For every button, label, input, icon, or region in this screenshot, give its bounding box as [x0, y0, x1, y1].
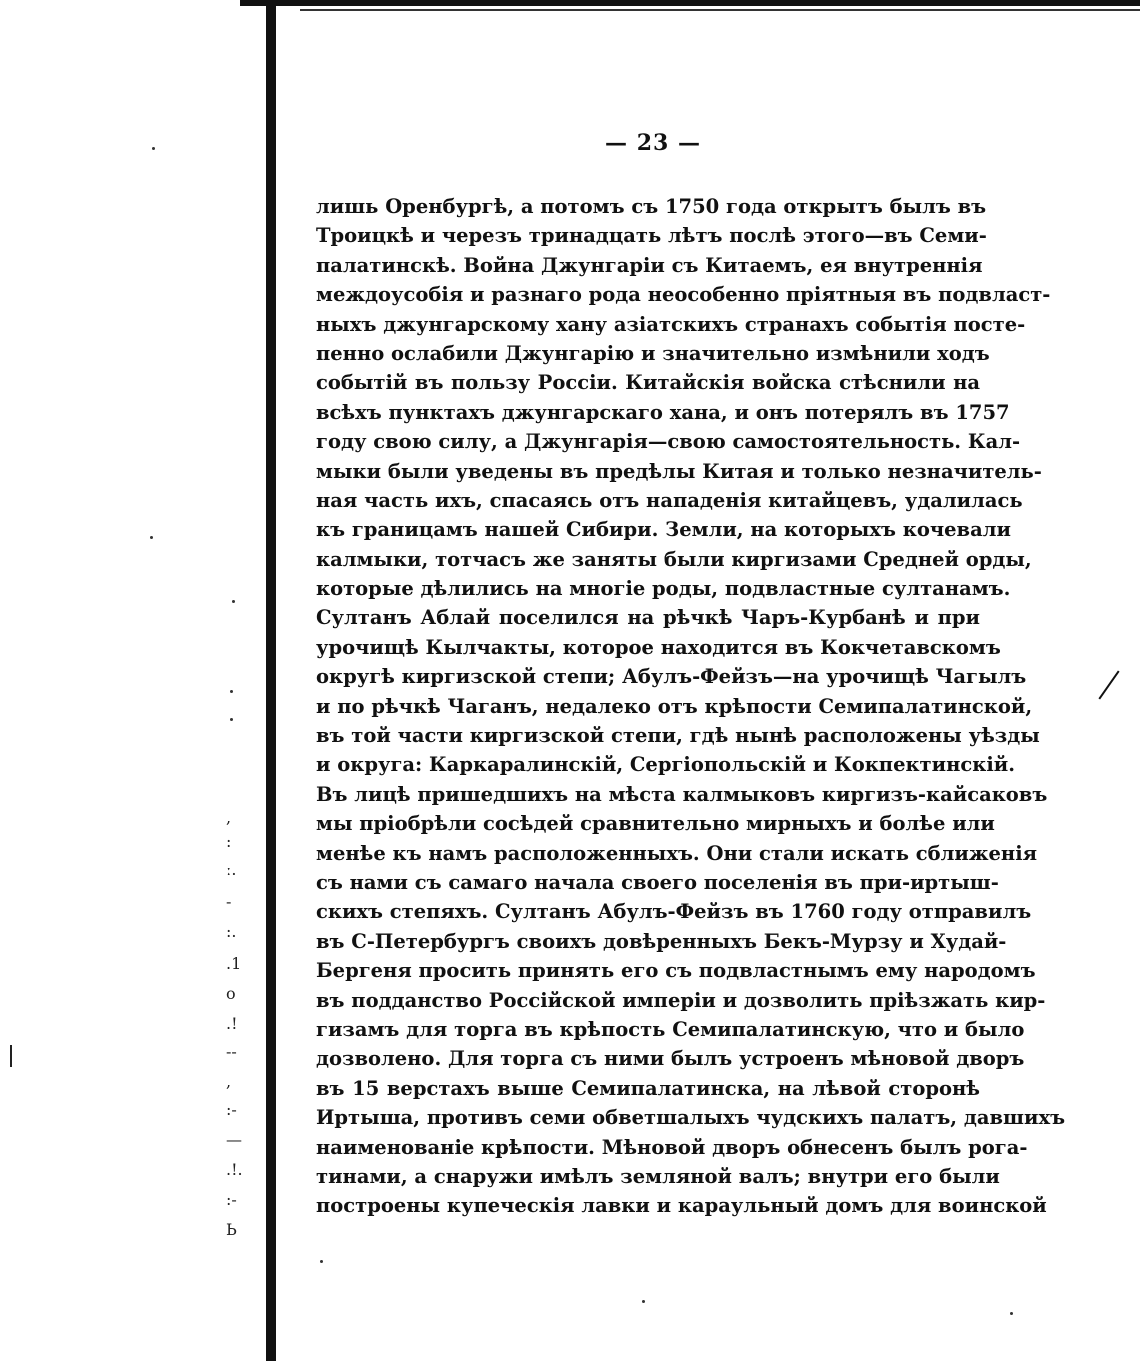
text-line: Султанъ Аблай поселился на рѣчкѣ Чаръ-Курбанѣ и при — [316, 606, 980, 630]
scan-speck — [150, 536, 153, 539]
top-rule-thin — [300, 9, 1140, 11]
text-line: съ нами съ самаго начала своего поселенія въ при-иртыш- — [316, 870, 999, 894]
text-line: междоусобія и разнаго рода неособенно пріятныя въ подвласт- — [316, 283, 1051, 307]
page-number: — 23 — — [605, 130, 701, 156]
margin-mark: .!. — [226, 1160, 243, 1179]
margin-mark: :- — [226, 1190, 237, 1209]
text-line: пенно ослабили Джунгарію и значительно измѣнили ходъ — [316, 341, 990, 365]
binding-edge — [266, 0, 276, 1361]
text-line: менѣе къ намъ расположенныхъ. Они стали искать сближенія — [316, 841, 1038, 865]
margin-mark: Ь — [226, 1220, 237, 1239]
margin-mark: : — [226, 832, 232, 851]
margin-mark: , — [226, 1072, 232, 1091]
text-line: Бергеня просить принять его съ подвластнымъ ему народомъ — [316, 959, 1036, 983]
text-line: всѣхъ пунктахъ джунгарскаго хана, и онъ потерялъ въ 1757 — [316, 400, 1010, 424]
text-line: палатинскѣ. Война Джунгаріи съ Китаемъ, ея внутреннія — [316, 253, 983, 277]
text-line: и округа: Каркаралинскій, Сергіопольскій и Кокпектинскій. — [316, 753, 1015, 777]
pen-stroke-mark — [1098, 671, 1119, 700]
text-line: округѣ киргизской степи; Абулъ-Фейзъ—на урочищѣ Чагылъ — [316, 665, 1027, 689]
margin-mark: - — [226, 892, 232, 911]
scan-speck — [1010, 1312, 1013, 1315]
text-line: Троицкѣ и черезъ тринадцать лѣтъ послѣ этого—въ Семи- — [316, 224, 987, 248]
margin-mark: o — [226, 984, 236, 1003]
text-line: ная часть ихъ, спасаясь отъ нападенія китайцевъ, удалилась — [316, 488, 1023, 512]
text-line: скихъ степяхъ. Султанъ Абулъ-Фейзъ въ 1760 году отправилъ — [316, 900, 1032, 924]
scan-speck — [230, 718, 233, 721]
text-line: событій въ пользу Россіи. Китайскія войска стѣснили на — [316, 371, 980, 395]
text-line: году свою силу, а Джунгарія—свою самостоятельность. Кал- — [316, 430, 1021, 454]
text-line: урочищѣ Кылчакты, которое находится въ Кокчетавскомъ — [316, 635, 1001, 659]
margin-mark: :. — [226, 922, 237, 941]
text-line: въ подданство Россійской имперіи и дозволить пріѣзжать кир- — [316, 988, 1046, 1012]
margin-mark: -- — [226, 1042, 237, 1061]
margin-mark: — — [226, 1130, 242, 1149]
margin-mark: .1 — [226, 954, 242, 973]
scan-speck — [152, 147, 155, 150]
text-line: мы пріобрѣли сосѣдей сравнительно мирныхъ и болѣе или — [316, 812, 995, 836]
scan-speck — [232, 600, 235, 603]
top-rule — [240, 0, 1140, 6]
text-line: дозволено. Для торга съ ними былъ устроенъ мѣновой дворъ — [316, 1047, 1025, 1071]
margin-mark: :- — [226, 1100, 237, 1119]
text-line: гизамъ для торга въ крѣпость Семипалатинскую, что и было — [316, 1017, 1025, 1041]
body-text — [316, 192, 1066, 1221]
text-line: которые дѣлились на многіе роды, подвластные султанамъ. — [316, 577, 1011, 601]
text-line: тинами, а снаружи имѣлъ земляной валъ; внутри его были — [316, 1164, 1000, 1188]
text-line: въ той части киргизской степи, гдѣ нынѣ расположены уѣзды — [316, 724, 1040, 748]
text-line: въ 15 верстахъ выше Семипалатинска, на лѣвой сторонѣ — [316, 1076, 980, 1100]
text-line: калмыки, тотчасъ же заняты были киргизами Средней орды, — [316, 547, 1032, 571]
text-line: къ границамъ нашей Сибири. Земли, на которыхъ кочевали — [316, 518, 1011, 542]
text-line: Въ лицѣ пришедшихъ на мѣста калмыковъ киргизъ-кайсаковъ — [316, 782, 1048, 806]
text-line: въ С-Петербургъ своихъ довѣренныхъ Бекъ-Мурзу и Худай- — [316, 929, 1007, 953]
text-line: ныхъ джунгарскому хану азіатскихъ странахъ событія посте- — [316, 312, 1026, 336]
scan-speck — [230, 690, 233, 693]
text-line: наименованіе крѣпости. Мѣновой дворъ обнесенъ былъ рога- — [316, 1135, 1028, 1159]
text-line: мыки были уведены въ предѣлы Китая и только незначитель- — [316, 459, 1042, 483]
text-line: Иртыша, противъ семи обветшалыхъ чудскихъ палатъ, давшихъ — [316, 1106, 1066, 1130]
text-line: лишь Оренбургѣ, а потомъ съ 1750 года открытъ былъ въ — [316, 195, 987, 218]
margin-mark: .! — [226, 1014, 238, 1033]
text-line: построены купеческія лавки и караульный домъ для воинской — [316, 1194, 1047, 1218]
scan-speck — [642, 1300, 645, 1303]
edge-mark — [10, 1045, 12, 1067]
margin-mark: ː. — [226, 860, 237, 879]
margin-mark: , — [226, 808, 232, 827]
text-line: и по рѣчкѣ Чаганъ, недалеко отъ крѣпости Семипалатинской, — [316, 694, 1033, 718]
scan-speck — [320, 1260, 323, 1263]
